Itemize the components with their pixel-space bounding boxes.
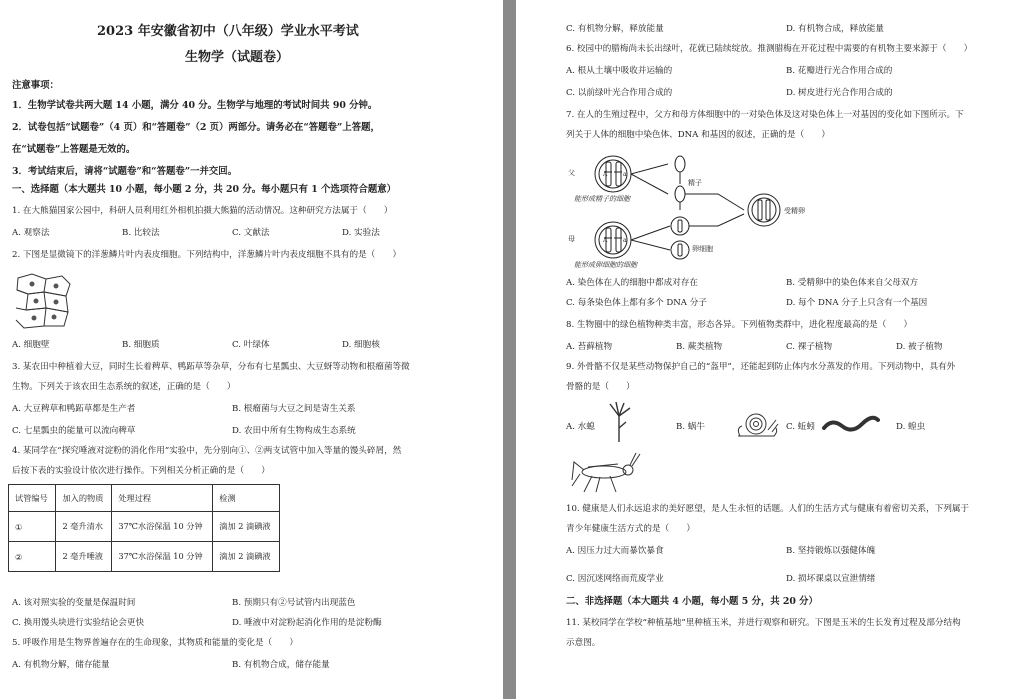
egg-label: 卵细胞 [692,245,713,253]
gene-label: a [623,171,627,178]
notice-line: 在“试题卷”上答题是无效的。 [12,144,136,155]
exam-subtitle: 生物学（试题卷） [185,50,290,65]
table-cell: 37℃水浴保温 10 分钟 [112,512,213,542]
option: D. 农田中所有生物构成生态系统 [232,426,356,436]
zygote-label: 受精卵 [784,207,805,215]
question-stem: 3. 某农田中种植着大豆，同时生长着稗草、鸭跖草等杂草，分布有七星瓢虫、大豆蚜等动物和根瘤菌等微 [12,362,410,372]
exam-page-right [516,0,1024,699]
question-stem: 2. 下图是显微镜下的洋葱鳞片叶内表皮细胞。下列结构中，洋葱鳞片叶内表皮细胞不具有的是（ ） [12,250,402,260]
question-stem: 11. 某校同学在学校“种植基地”里种植玉米，并进行观察和研究。下图是玉米的生长发育过程及部分结构 [566,618,961,628]
option: C. 换用馒头块进行实验结论会更快 [12,618,145,628]
hydra-image [604,400,634,444]
table-cell: ② [9,542,56,572]
option: A. 因压力过大而暴饮暴食 [566,546,664,556]
question-stem: 8. 生物圈中的绿色植物种类丰富，形态各异。下列植物类群中，进化程度最高的是（ ） [566,320,913,330]
table-cell: 2 毫升清水 [56,512,112,542]
option: D. 有机物合成，释放能量 [786,24,884,34]
option: A. 细胞壁 [12,340,50,350]
exam-page-left [0,0,503,699]
option: D. 被子植物 [896,342,943,352]
section-heading: 一、选择题（本大题共 10 小题，每小题 2 分，共 20 分。每小题只有 1 个选项符合题意） [12,184,397,195]
option: C. 因沉迷网络而荒废学业 [566,574,664,584]
option: B. 坚持锻炼以强健体魄 [786,546,876,556]
snail-image [734,410,780,440]
option: A. 该对照实验的变量是保温时间 [12,598,136,608]
option: B. 有机物合成，储存能量 [232,660,330,670]
table-cell: 2 毫升唾液 [56,542,112,572]
notice-line: 1．生物学试卷共两大题 14 小题，满分 40 分。生物学与地理的考试时间共 90 分钟。 [12,100,378,111]
mother-label: 母 [568,235,575,243]
question-stem: 10. 健康是人们永远追求的美好愿望，是人生永恒的话题。人们的生活方式与健康有着密切关系，下列属于 [566,504,970,514]
table-cell: 滴加 2 滴碘液 [213,542,280,572]
heredity-diagram [568,150,828,272]
option: D. 细胞核 [342,340,380,350]
question-stem: 后按下表的实验设计依次进行操作。下列相关分析正确的是（ ） [12,466,270,476]
option: B. 比较法 [122,228,160,238]
exam-title: 2023 年安徽省初中（八年级）学业水平考试 [97,24,359,39]
option: C. 有机物分解，释放能量 [566,24,664,34]
table-header: 试管编号 [9,485,56,512]
gene-label: A [603,171,608,178]
question-stem: 骨骼的是（ ） [566,382,635,392]
option: C. 七星瓢虫的能量可以流向稗草 [12,426,136,436]
question-stem: 生物。下列关于该农田生态系统的叙述，正确的是（ ） [12,382,236,392]
option: A. 水螅 [566,422,595,432]
option: C. 以前绿叶光合作用合成的 [566,88,673,98]
experiment-table [8,484,280,572]
question-stem: 示意图。 [566,638,601,648]
option: B. 预期只有②号试管内出现蓝色 [232,598,356,608]
question-stem: 列关于人体的细胞中染色体、DNA 和基因的叙述，正确的是（ ） [566,130,830,140]
question-stem: 4. 某同学在“探究唾液对淀粉的消化作用”实验中，先分别向①、②两支试管中加入等量的馒头碎屑，然 [12,446,402,456]
option: C. 裸子植物 [786,342,833,352]
onion-cell-image [14,270,74,332]
question-stem: 9. 外骨骼不仅是某些动物保护自己的“盔甲”，还能起到防止体内水分蒸发的作用。下列动物中，具有外 [566,362,956,372]
option: A. 苔藓植物 [566,342,613,352]
question-stem: 6. 校园中的腊梅尚未长出绿叶，花就已陆续绽放。推测腊梅在开花过程中需要的有机物主要来源于（ ） [566,44,973,54]
option: A. 观察法 [12,228,50,238]
father-cell-label: 能形成精子的细胞 [574,195,630,203]
option: C. 文献法 [232,228,270,238]
option: B. 蜗牛 [676,422,705,432]
table-cell: 滴加 2 滴碘液 [213,512,280,542]
notice-heading: 注意事项： [12,80,59,91]
option: C. 叶绿体 [232,340,270,350]
question-stem: 青少年健康生活方式的是（ ） [566,524,695,534]
table-header: 处理过程 [112,485,213,512]
section-heading: 二、非选择题（本大题共 4 小题，每小题 5 分，共 20 分） [566,596,818,607]
option: B. 受精卵中的染色体来自父母双方 [786,278,919,288]
option: A. 有机物分解，储存能量 [12,660,110,670]
option: D. 每个 DNA 分子上只含有一个基因 [786,298,928,308]
option: B. 花瓣进行光合作用合成的 [786,66,893,76]
option: C. 每条染色体上都有多个 DNA 分子 [566,298,707,308]
question-stem: 5. 呼吸作用是生物界普遍存在的生命现象，其物质和能量的变化是（ ） [12,638,298,648]
father-label: 父 [568,169,575,177]
table-cell: 37℃水浴保温 10 分钟 [112,542,213,572]
notice-line: 2．试卷包括“试题卷”（4 页）和“答题卷”（2 页）两部分。请务必在“答题卷”上答题， [12,122,380,133]
sperm-label: 精子 [688,179,702,187]
mother-cell-label: 能形成卵细胞的细胞 [574,261,637,269]
gene-label: a [623,237,627,244]
table-header: 检测 [213,485,280,512]
table-header: 加入的物质 [56,485,112,512]
option: A. 根从土壤中吸收并运输的 [566,66,673,76]
earthworm-image [822,412,880,436]
option: D. 实验法 [342,228,380,238]
locust-image [570,452,642,496]
notice-line: 3．考试结束后，请将“试题卷”和“答题卷”一并交回。 [12,166,237,177]
gene-label: A [603,237,608,244]
option: D. 损坏课桌以宣泄情绪 [786,574,876,584]
option: D. 蝗虫 [896,422,926,432]
option: A. 大豆稗草和鸭跖草都是生产者 [12,404,136,414]
question-stem: 7. 在人的生殖过程中，父方和母方体细胞中的一对染色体及这对染色体上一对基因的变化如下图所示。下 [566,110,964,120]
option: D. 树皮进行光合作用合成的 [786,88,893,98]
option: D. 唾液中对淀粉起消化作用的是淀粉酶 [232,618,382,628]
option: A. 染色体在人的细胞中都成对存在 [566,278,698,288]
option: B. 根瘤菌与大豆之间是寄生关系 [232,404,356,414]
option: B. 蕨类植物 [676,342,723,352]
table-cell: ① [9,512,56,542]
option: C. 蚯蚓 [786,422,815,432]
question-stem: 1. 在大熊猫国家公园中，科研人员利用红外相机拍摄大熊猫的活动情况。这种研究方法属于（ ） [12,206,393,216]
option: B. 细胞质 [122,340,160,350]
